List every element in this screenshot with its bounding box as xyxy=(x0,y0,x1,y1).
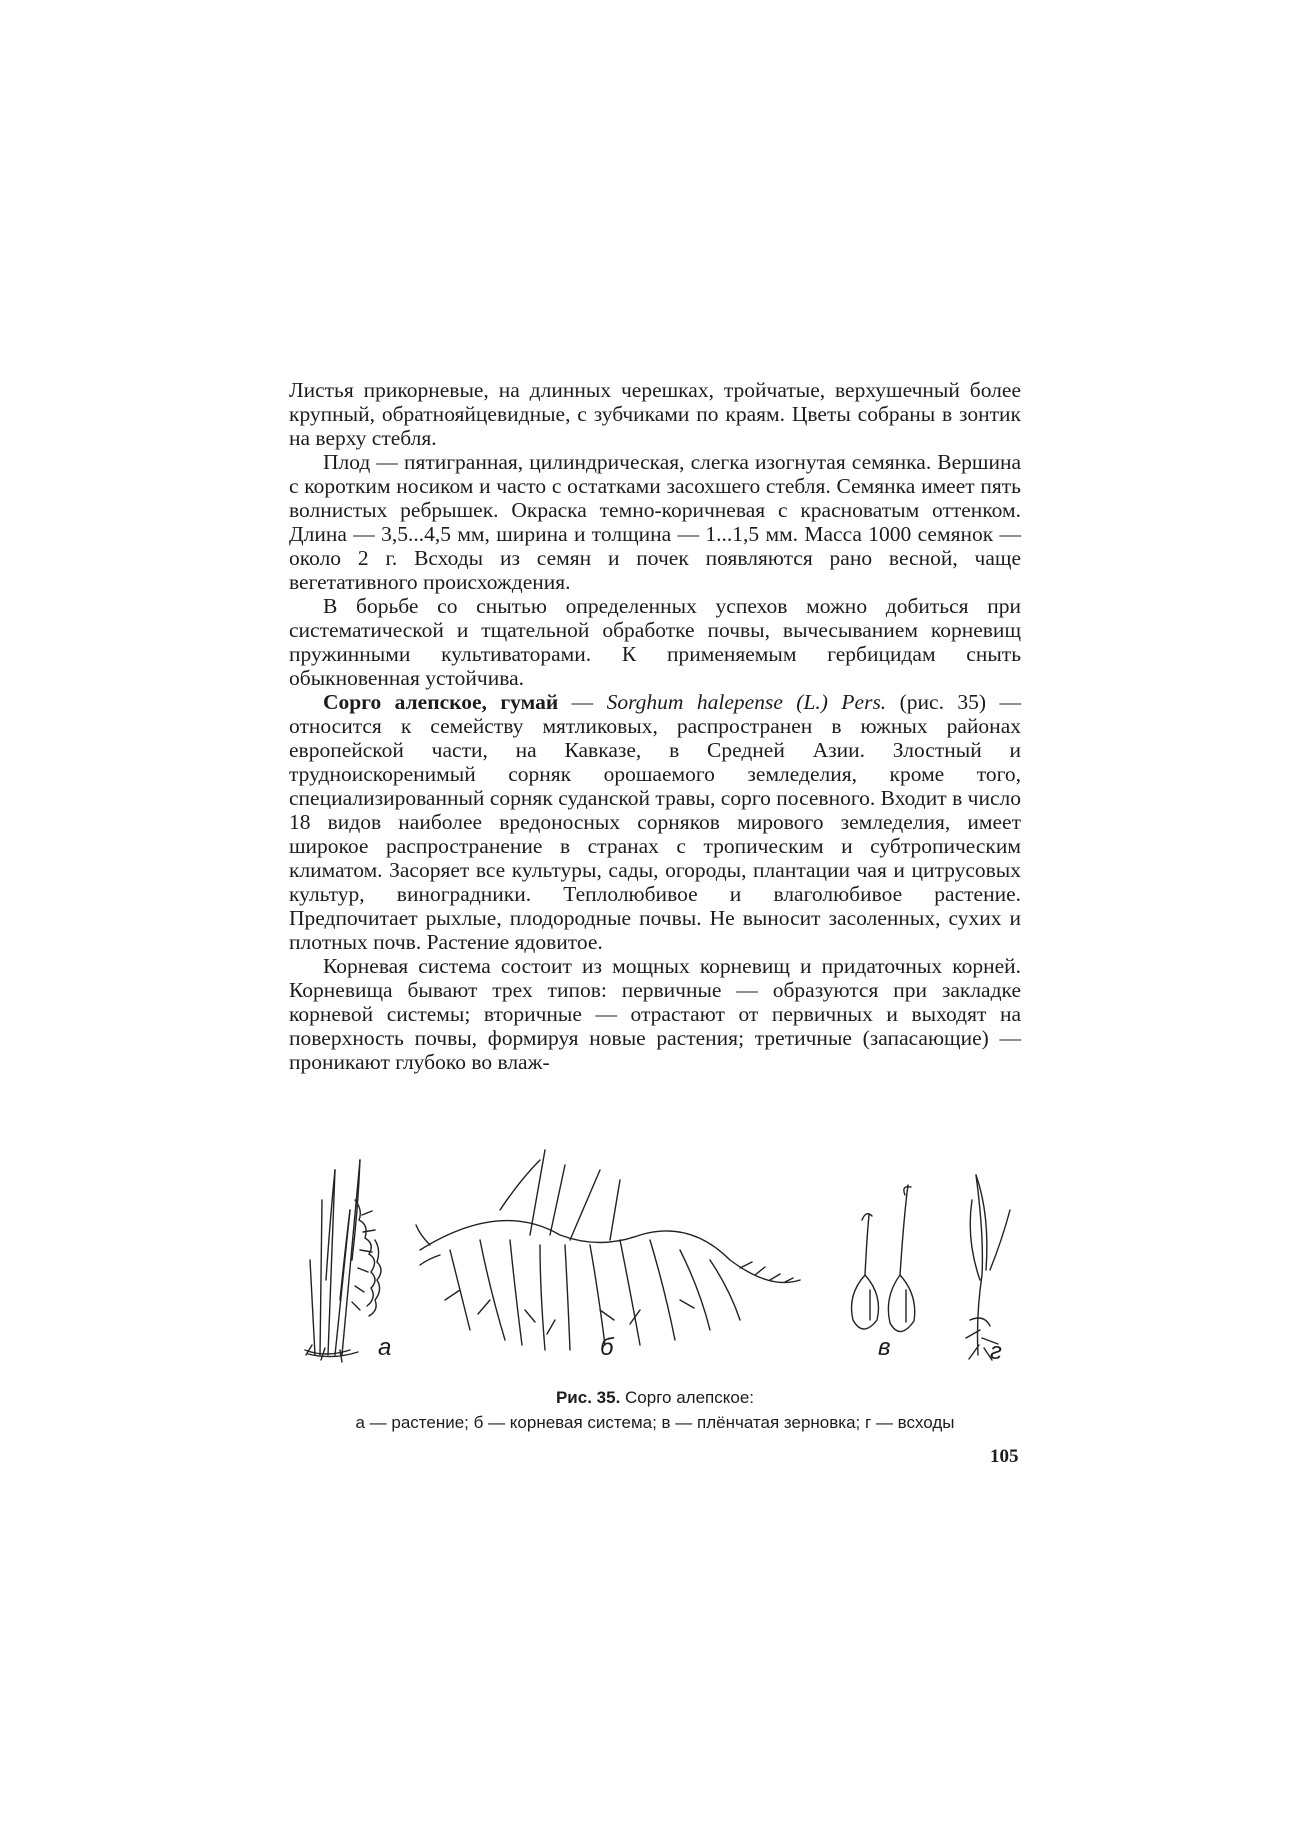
caption-title xyxy=(289,1385,1021,1410)
figure-label-g: г xyxy=(990,1338,1002,1365)
caption-figure-number: Рис. 35. xyxy=(555,1388,621,1407)
figure-illustration xyxy=(300,1140,1020,1370)
figure-label-b: б xyxy=(600,1334,614,1361)
grain-drawing xyxy=(852,1185,915,1332)
caption-title-text: Сорго алепское: xyxy=(625,1388,755,1407)
paragraph-fruit: Плод — пятигранная, цилиндрическая, слегка изогнутая семянка. Вершина с коротким носиком и часто с остатками засохшего стебля. Семянка имеет пять волнистых ребрышек. Окраска темно-коричневая с красноватым оттенком. Длина — 3,5...4,5 мм, ширина и толщина — 1...1,5 мм. Масса 1000 семянок — около 2 г. Всходы из семян и почек появляются рано весной, чаще вегетативного происхождения. xyxy=(289,450,1021,594)
paragraph-roots: Корневая система состоит из мощных корневищ и придаточных корней. Корневища бывают трех типов: первичные — образуются при закладке корневой системы; вторичные — отрастают от первичных и выходят на поверхность почвы, формируя новые растения; третичные (запасающие) — проникают глубоко во влаж- xyxy=(289,954,1021,1074)
paragraph-leaves: Листья прикорневые, на длинных черешках, тройчатые, верхушечный более крупный, обратнояйцевидные, с зубчиками по краям. Цветы собраны в зонтик на верху стебля. xyxy=(289,378,1021,450)
page-number: 105 xyxy=(990,1446,1019,1467)
species-dash: — xyxy=(558,690,607,714)
species-name-bold: Сорго алепское, гумай xyxy=(323,690,559,714)
species-latin-name: Sorghum halepense (L.) Pers. xyxy=(606,690,887,714)
plant-drawing xyxy=(305,1160,381,1362)
main-text xyxy=(289,378,1021,1074)
root-system-drawing xyxy=(416,1150,800,1350)
figure-caption xyxy=(289,1385,1021,1435)
figure-label-v: в xyxy=(878,1334,891,1361)
figure-label-a: а xyxy=(378,1334,392,1361)
paragraph-sorgo xyxy=(289,690,1021,954)
paragraph-control: В борьбе со снытью определенных успехов можно добиться при систематической и тщательной обработке почвы, вычесыванием корневищ пружинными культиваторами. К применяемым гербицидам сныть обыкновенная устойчива. xyxy=(289,594,1021,690)
figure-35 xyxy=(300,1140,1020,1370)
seedling-drawing xyxy=(966,1175,1010,1360)
caption-legend: а — растение; б — корневая система; в — плёнчатая зерновка; г — всходы xyxy=(355,1413,955,1432)
species-description: (рис. 35) — относится к семейству мятликовых, распространен в южных районах европейской части, на Кавказе, в Средней Азии. Злостный и трудноискоренимый сорняк орошаемого земледелия, кроме того, специализированный сорняк суданской травы, сорго посевного. Входит в число 18 видов наиболее вредоносных сорняков мирового земледелия, имеет широкое распространение в странах с тропическим и субтропическим климатом. Засоряет все культуры, сады, огороды, плантации чая и цитрусовых культур, виноградники. Теплолюбивое и влаголюбивое растение. Предпочитает рыхлые, плодородные почвы. Не выносит засоленных, сухих и плотных почв. Растение ядовитое. xyxy=(289,690,1022,954)
